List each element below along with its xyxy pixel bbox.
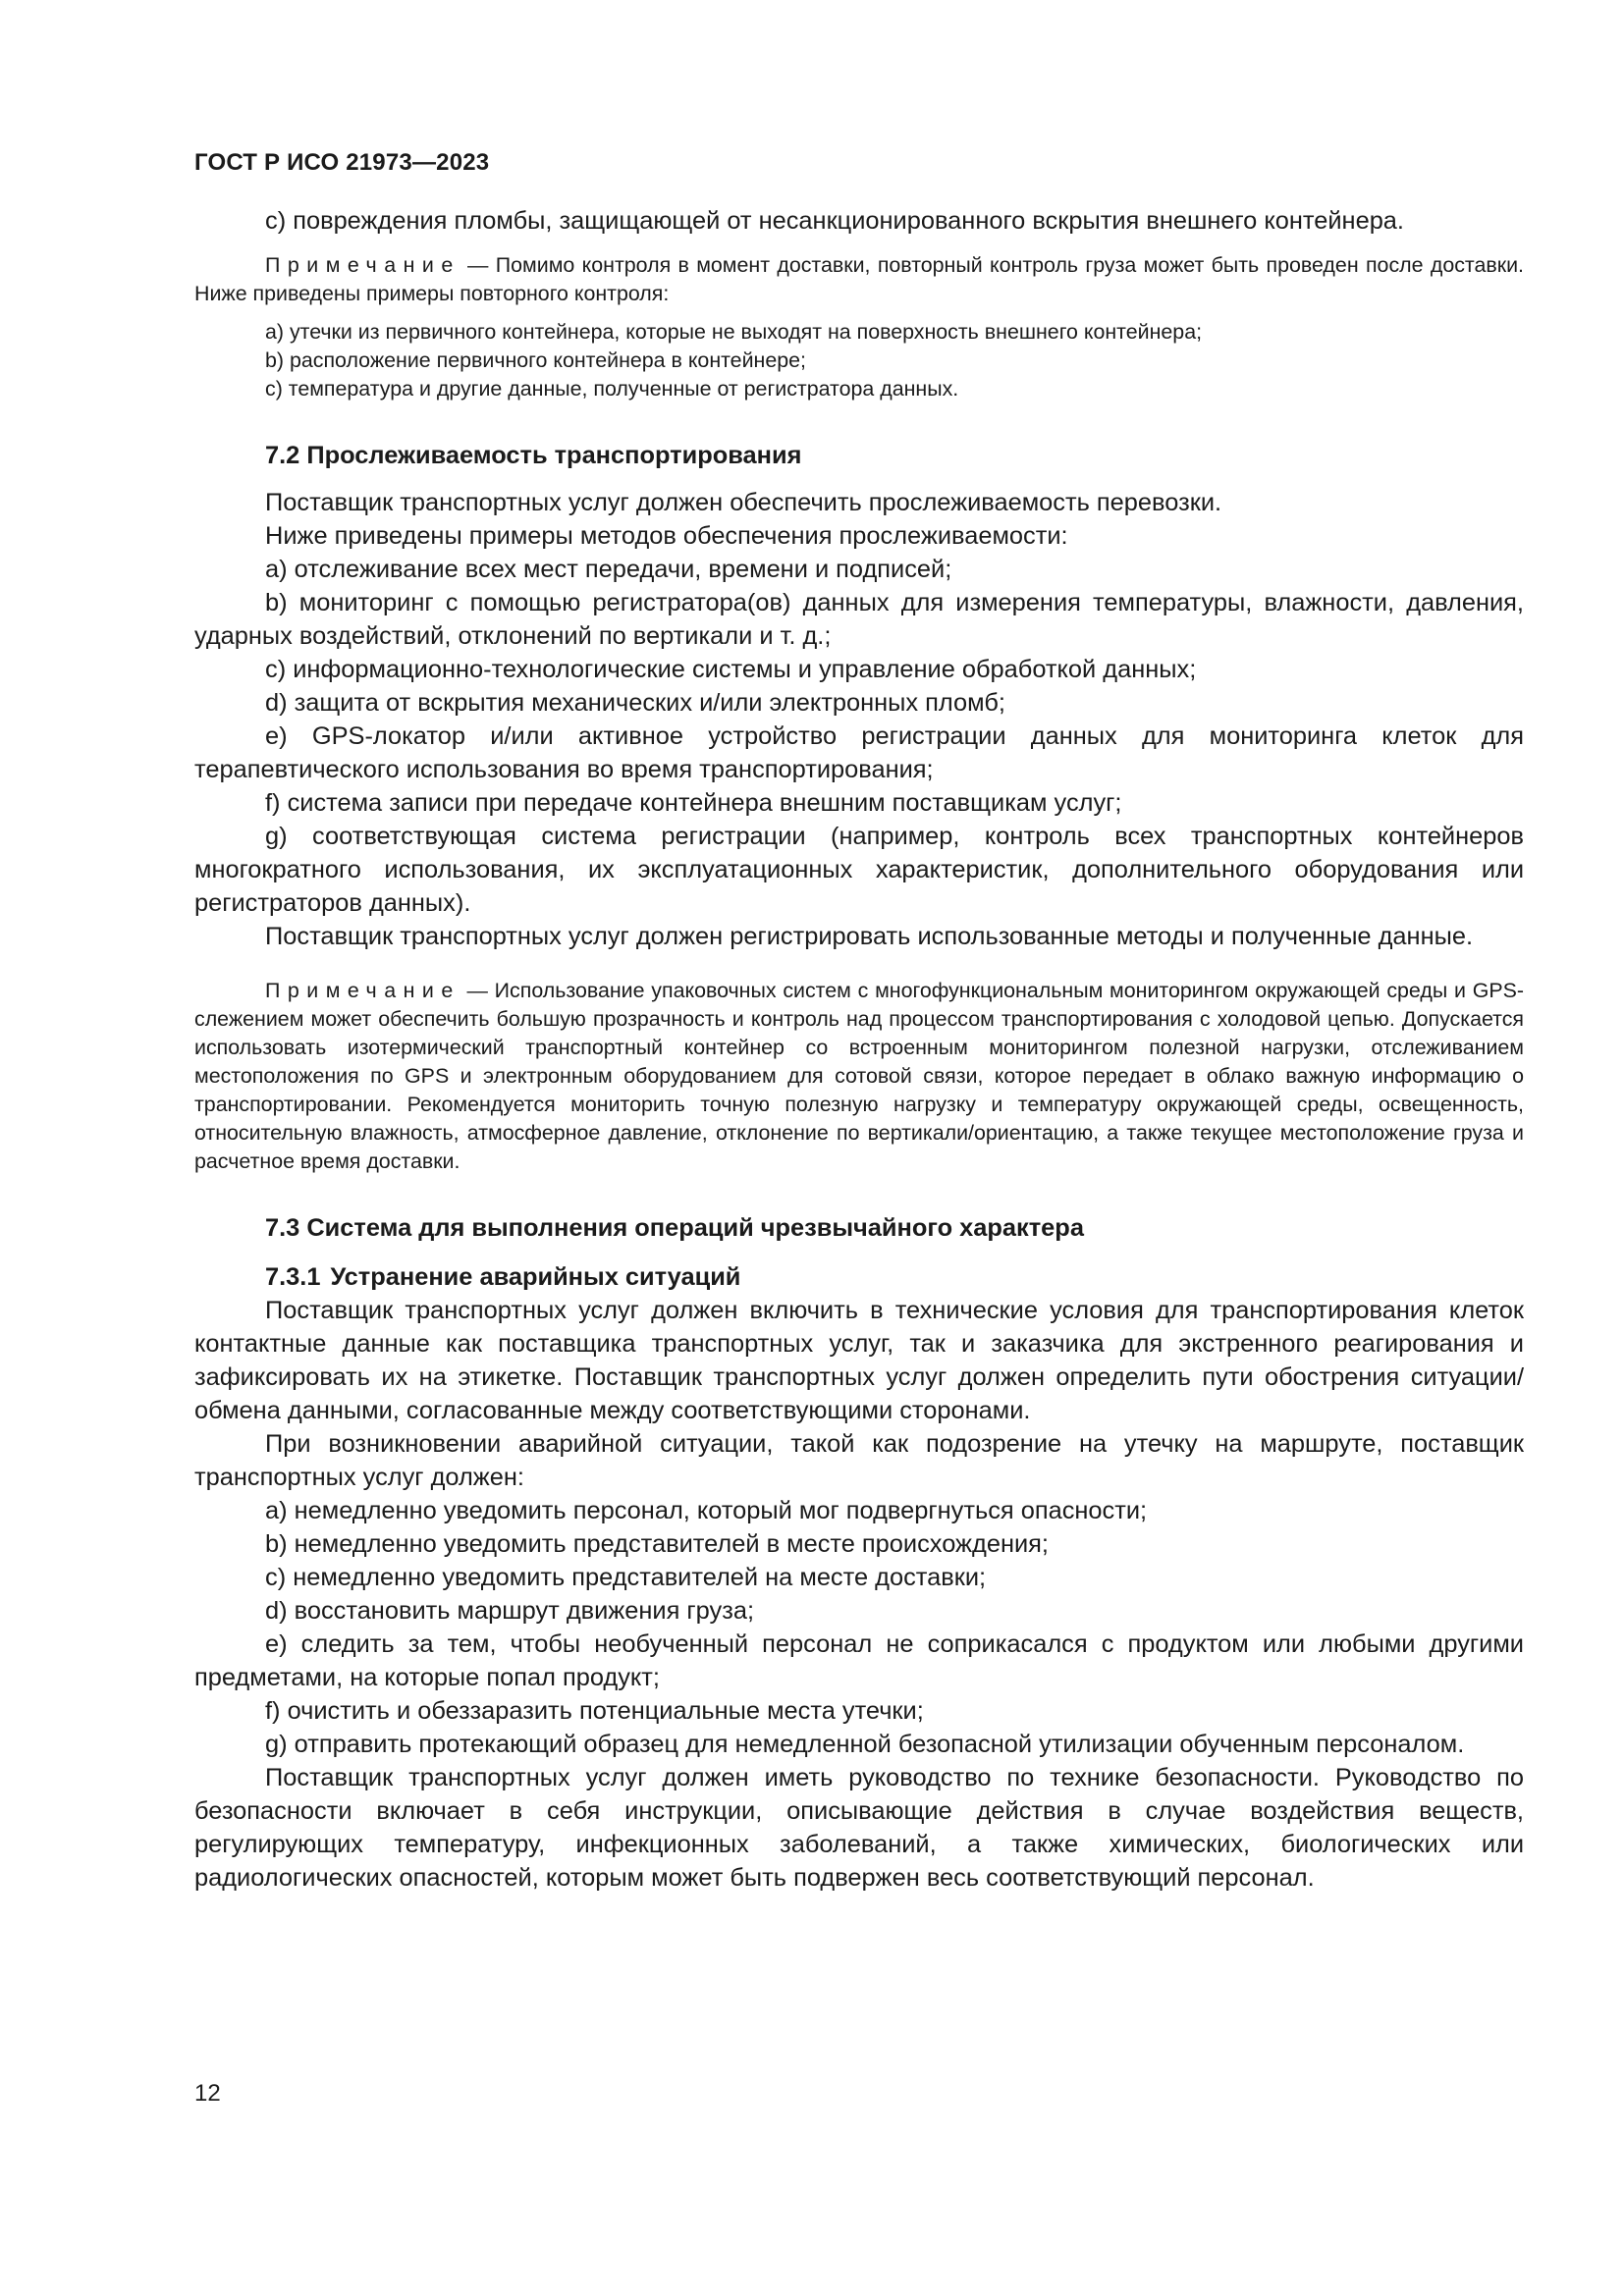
list-item: e) следить за тем, чтобы необученный персонал не соприкасался с продуктом или любыми другими предметами, на которые попал продукт; — [194, 1630, 1524, 1691]
list-item: f) система записи при передаче контейнера внешним поставщикам услуг; — [265, 789, 1122, 817]
note-text: — Помимо контроля в момент доставки, повторный контроль груза может быть проведен после доставки. Ниже приведены примеры повторного контроля: — [194, 253, 1524, 305]
list-item: c) повреждения пломбы, защищающей от несанкционированного вскрытия внешнего контейнера. — [265, 207, 1404, 235]
page-number: 12 — [194, 2080, 221, 2107]
note-paragraph — [194, 251, 1524, 308]
paragraph: Поставщик транспортных услуг должен включить в технические условия для транспортирования клеток контактные данные как поставщика транспортных услуг, так и заказчика для экстренного реагирования и зафиксировать их на этикетке. Поставщик транспортных услуг должен определить пути обострения ситуации/обмена данными, согласованные между соответствующими сторонами. — [194, 1297, 1524, 1424]
note-paragraph — [194, 977, 1524, 1176]
list-item: d) защита от вскрытия механических и/или электронных пломб; — [265, 689, 1005, 717]
note-list-item: c) температура и другие данные, полученные от регистратора данных. — [265, 377, 959, 400]
note-label: Примечание — [265, 253, 460, 277]
list-item: c) информационно-технологические системы и управление обработкой данных; — [265, 656, 1197, 683]
note-label: Примечание — [265, 979, 460, 1002]
paragraph: Поставщик транспортных услуг должен обеспечить прослеживаемость перевозки. — [265, 489, 1222, 516]
list-item: b) немедленно уведомить представителей в месте происхождения; — [265, 1530, 1049, 1558]
list-item: d) восстановить маршрут движения груза; — [265, 1597, 755, 1625]
note-list-item: a) утечки из первичного контейнера, которые не выходят на поверхность внешнего контейнера; — [265, 320, 1203, 344]
paragraph: Поставщик транспортных услуг должен иметь руководство по технике безопасности. Руководство по безопасности включает в себя инструкции, описывающие действия в случае воздействия веществ, регулирующих температуру, инфекционных заболеваний, а также химических, биологических или радиологических опасностей, которым может быть подвержен весь соответствующий персонал. — [194, 1764, 1524, 1892]
list-item: e) GPS-локатор и/или активное устройство регистрации данных для мониторинга клеток для терапевтического использования во время транспортирования; — [194, 722, 1524, 783]
note-list-item: b) расположение первичного контейнера в контейнере; — [265, 348, 806, 372]
list-item: b) мониторинг с помощью регистратора(ов) данных для измерения температуры, влажности, давления, ударных воздействий, отклонений по вертикали и т. д.; — [194, 589, 1524, 650]
list-item: a) отслеживание всех мест передачи, времени и подписей; — [265, 556, 952, 583]
list-item: a) немедленно уведомить персонал, который мог подвергнуться опасности; — [265, 1497, 1148, 1524]
document-header: ГОСТ Р ИСО 21973—2023 — [194, 149, 490, 176]
paragraph: При возникновении аварийной ситуации, такой как подозрение на утечку на маршруте, поставщик транспортных услуг должен: — [194, 1430, 1524, 1491]
section-heading-7-2: 7.2 Прослеживаемость транспортирования — [265, 442, 802, 469]
paragraph: Поставщик транспортных услуг должен регистрировать использованные методы и полученные данные. — [265, 923, 1474, 950]
list-item: g) отправить протекающий образец для немедленной безопасной утилизации обученным персоналом. — [265, 1731, 1465, 1758]
note-text: — Использование упаковочных систем с многофункциональным мониторингом окружающей среды и GPS-слежением может обеспечить большую прозрачность и контроль над процессом транспортирования с холодовой цепью. Допускается использовать изотермический транспортный контейнер со встроенным мониторингом полезной нагрузки, отслеживанием местоположения по GPS и электронным оборудованием для сотовой связи, которое передает в облако важную информацию о транспортировании. Рекомендуется мониторить точную полезную нагрузку и температуру окружающей среды, освещенность, относительную влажность, атмосферное давление, отклонение по вертикали/ориентацию, а также текущее местоположение груза и расчетное время доставки. — [194, 979, 1524, 1173]
list-item: c) немедленно уведомить представителей на месте доставки; — [265, 1564, 987, 1591]
document-page — [194, 147, 1524, 1895]
list-item: g) соответствующая система регистрации (например, контроль всех транспортных контейнеров многократного использования, их эксплуатационных характеристик, дополнительного оборудования или регистраторов данных). — [194, 823, 1524, 917]
list-item: f) очистить и обеззаразить потенциальные места утечки; — [265, 1697, 924, 1725]
subsection-heading-7-3-1 — [194, 1260, 1524, 1294]
subsection-title: Устранение аварийных ситуаций — [330, 1263, 741, 1291]
subsection-number: 7.3.1 — [265, 1263, 321, 1291]
paragraph: Ниже приведены примеры методов обеспечения прослеживаемости: — [265, 522, 1068, 550]
section-heading-7-3: 7.3 Система для выполнения операций чрезвычайного характера — [265, 1214, 1084, 1242]
